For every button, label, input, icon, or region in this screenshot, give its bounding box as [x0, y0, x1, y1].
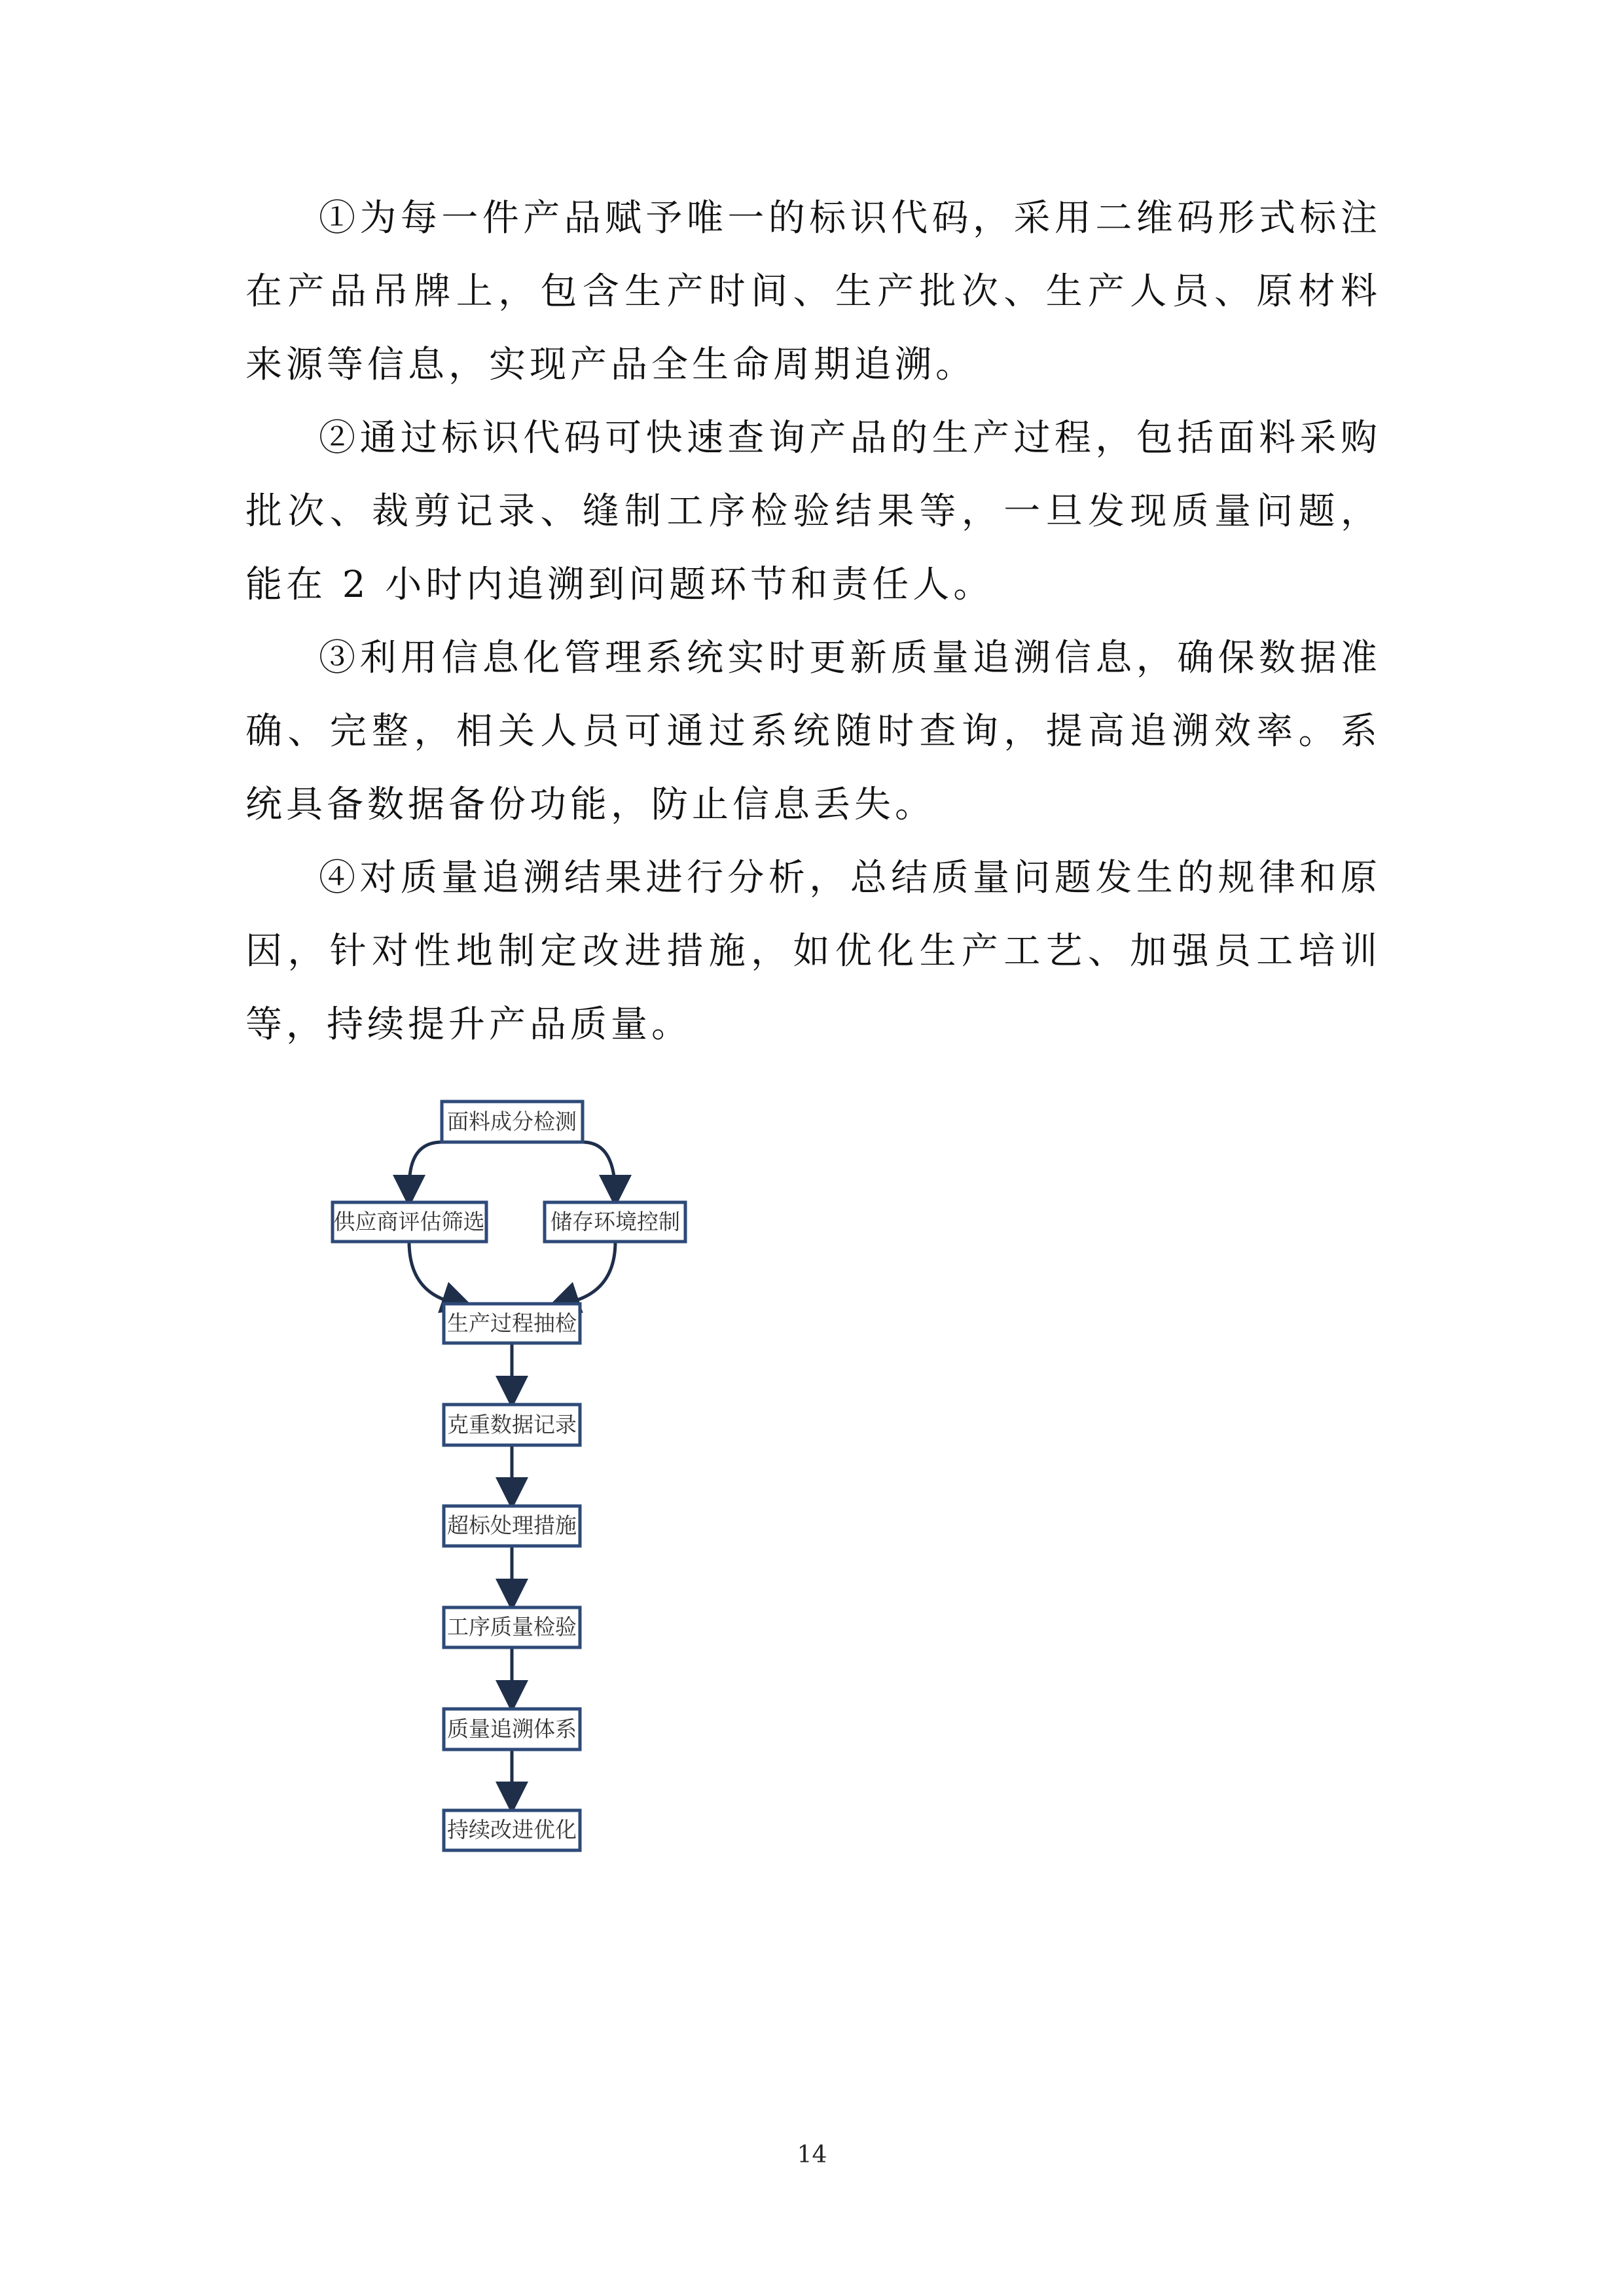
- node-traceability-system-label: 质量追溯体系: [447, 1716, 577, 1742]
- paragraph-2: ②通过标识代码可快速查询产品的生产过程，包括面料采购批次、裁剪记录、缝制工序检验结果等，一旦发现质量问题，能在 2 小时内追溯到问题环节和责任人。: [245, 417, 1381, 606]
- edge-storage-to-production: [553, 1242, 615, 1306]
- node-production-check: [444, 1304, 580, 1343]
- node-continuous-improvement-label: 持续改进优化: [447, 1817, 577, 1842]
- paragraph-3: ③利用信息化管理系统实时更新质量追溯信息，确保数据准确、完整，相关人员可通过系统随时查询，提高追溯效率。系统具备数据备份功能，防止信息丢失。: [245, 637, 1381, 826]
- node-fabric-test: [442, 1102, 583, 1142]
- node-process-inspection: [444, 1607, 580, 1647]
- node-supplier-eval: [333, 1202, 486, 1242]
- paragraph-1: ①为每一件产品赋予唯一的标识代码，采用二维码形式标注在产品吊牌上，包含生产时间、生产批次、生产人员、原材料来源等信息，实现产品全生命周期追溯。: [245, 197, 1381, 386]
- edge-fabric-to-supplier: [409, 1142, 442, 1201]
- node-overlimit-handling: [444, 1506, 580, 1546]
- node-storage-control: [545, 1202, 685, 1242]
- node-overlimit-handling-label: 超标处理措施: [447, 1513, 577, 1538]
- node-traceability-system: [444, 1709, 580, 1749]
- node-production-check-label: 生产过程抽检: [447, 1310, 577, 1336]
- edge-supplier-to-production: [409, 1242, 468, 1306]
- node-supplier-eval-label: 供应商评估筛选: [333, 1209, 485, 1234]
- node-weight-record: [444, 1405, 580, 1445]
- page-number: 14: [797, 2142, 827, 2168]
- edge-fabric-to-storage: [583, 1142, 615, 1201]
- node-continuous-improvement: [444, 1810, 580, 1850]
- node-fabric-test-label: 面料成分检测: [447, 1109, 577, 1134]
- node-weight-record-label: 克重数据记录: [447, 1412, 577, 1437]
- paragraph-4: ④对质量追溯结果进行分析，总结质量问题发生的规律和原因，针对性地制定改进措施，如优化生产工艺、加强员工培训等，持续提升产品质量。: [245, 857, 1381, 1046]
- node-process-inspection-label: 工序质量检验: [447, 1614, 577, 1640]
- node-storage-control-label: 储存环境控制: [550, 1209, 680, 1234]
